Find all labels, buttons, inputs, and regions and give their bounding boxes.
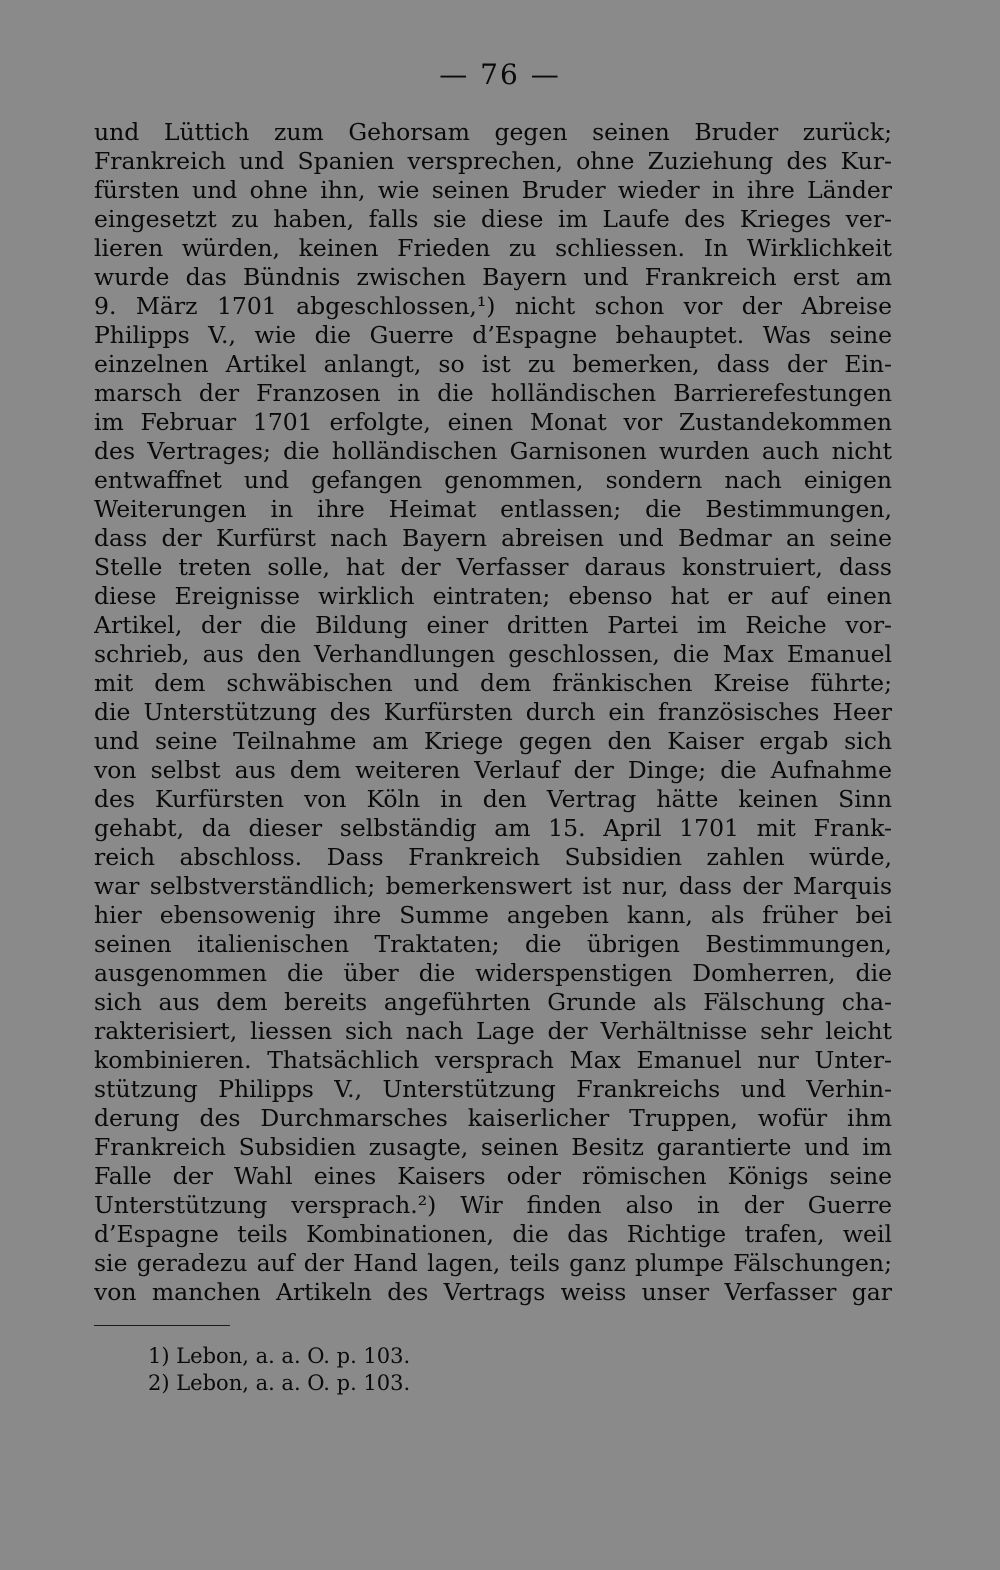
text-line: einzelnen Artikel anlangt, so ist zu bemerken, dass der Ein- — [94, 350, 892, 378]
footnotes — [148, 1343, 748, 1397]
text-line: entwaffnet und gefangen genommen, sondern nach einigen — [94, 466, 892, 494]
text-line: des Vertrages; die holländischen Garnisonen wurden auch nicht — [94, 437, 892, 465]
text-line: hier ebensowenig ihre Summe angeben kann, als früher bei — [94, 901, 892, 929]
text-line: stützung Philipps V., Unterstützung Frankreichs und Verhin- — [94, 1075, 892, 1103]
text-line: Frankreich und Spanien versprechen, ohne Zuziehung des Kur- — [94, 147, 892, 175]
text-line: Falle der Wahl eines Kaisers oder römischen Königs seine — [94, 1162, 892, 1190]
text-line: von selbst aus dem weiteren Verlauf der Dinge; die Aufnahme — [94, 756, 892, 784]
text-line: die Unterstützung des Kurfürsten durch ein französisches Heer — [94, 698, 892, 726]
text-line: derung des Durchmarsches kaiserlicher Truppen, wofür ihm — [94, 1104, 892, 1132]
text-line: ausgenommen die über die widerspenstigen Domherren, die — [94, 959, 892, 987]
text-line: Stelle treten solle, hat der Verfasser daraus konstruiert, dass — [94, 553, 892, 581]
text-line: und seine Teilnahme am Kriege gegen den Kaiser ergab sich — [94, 727, 892, 755]
text-line: von manchen Artikeln des Vertrags weiss unser Verfasser gar — [94, 1278, 892, 1306]
text-line: des Kurfürsten von Köln in den Vertrag hätte keinen Sinn — [94, 785, 892, 813]
text-line: Artikel, der die Bildung einer dritten Partei im Reiche vor- — [94, 611, 892, 639]
text-line: schrieb, aus den Verhandlungen geschlossen, die Max Emanuel — [94, 640, 892, 668]
footnote: 2) Lebon, a. a. O. p. 103. — [148, 1371, 411, 1395]
footnote-rule — [94, 1325, 230, 1326]
text-line: Weiterungen in ihre Heimat entlassen; die Bestimmungen, — [94, 495, 892, 523]
text-line: dass der Kurfürst nach Bayern abreisen und Bedmar an seine — [94, 524, 892, 552]
text-line: eingesetzt zu haben, falls sie diese im Laufe des Krieges ver- — [94, 205, 892, 233]
text-line: kombinieren. Thatsächlich versprach Max Emanuel nur Unter- — [94, 1046, 892, 1074]
text-line: rakterisiert, liessen sich nach Lage der Verhältnisse sehr leicht — [94, 1017, 892, 1045]
page-number: — 76 — — [439, 58, 561, 91]
text-line: im Februar 1701 erfolgte, einen Monat vor Zustandekommen — [94, 408, 892, 436]
text-line: d’Espagne teils Kombinationen, die das Richtige trafen, weil — [94, 1220, 892, 1248]
text-line: sie geradezu auf der Hand lagen, teils ganz plumpe Fälschungen; — [94, 1249, 892, 1277]
text-line: sich aus dem bereits angeführten Grunde als Fälschung cha- — [94, 988, 892, 1016]
footnote: 1) Lebon, a. a. O. p. 103. — [148, 1344, 411, 1368]
text-line: gehabt, da dieser selbständig am 15. April 1701 mit Frank- — [94, 814, 892, 842]
text-line: und Lüttich zum Gehorsam gegen seinen Bruder zurück; — [94, 118, 892, 146]
text-line: diese Ereignisse wirklich eintraten; ebenso hat er auf einen — [94, 582, 892, 610]
text-line: fürsten und ohne ihn, wie seinen Bruder wieder in ihre Länder — [94, 176, 892, 204]
text-line: reich abschloss. Dass Frankreich Subsidien zahlen würde, — [94, 843, 892, 871]
text-line: marsch der Franzosen in die holländischen Barrierefestungen — [94, 379, 892, 407]
text-line: lieren würden, keinen Frieden zu schliessen. In Wirklichkeit — [94, 234, 892, 262]
text-line: war selbstverständlich; bemerkenswert ist nur, dass der Marquis — [94, 872, 892, 900]
text-line: Frankreich Subsidien zusagte, seinen Besitz garantierte und im — [94, 1133, 892, 1161]
body-text — [94, 118, 892, 1307]
text-line: Philipps V., wie die Guerre d’Espagne behauptet. Was seine — [94, 321, 892, 349]
text-line: Unterstützung versprach.²) Wir finden also in der Guerre — [94, 1191, 892, 1219]
text-line: 9. März 1701 abgeschlossen,¹) nicht schon vor der Abreise — [94, 292, 892, 320]
text-line: mit dem schwäbischen und dem fränkischen Kreise führte; — [94, 669, 892, 697]
text-line: seinen italienischen Traktaten; die übrigen Bestimmungen, — [94, 930, 892, 958]
text-line: wurde das Bündnis zwischen Bayern und Frankreich erst am — [94, 263, 892, 291]
